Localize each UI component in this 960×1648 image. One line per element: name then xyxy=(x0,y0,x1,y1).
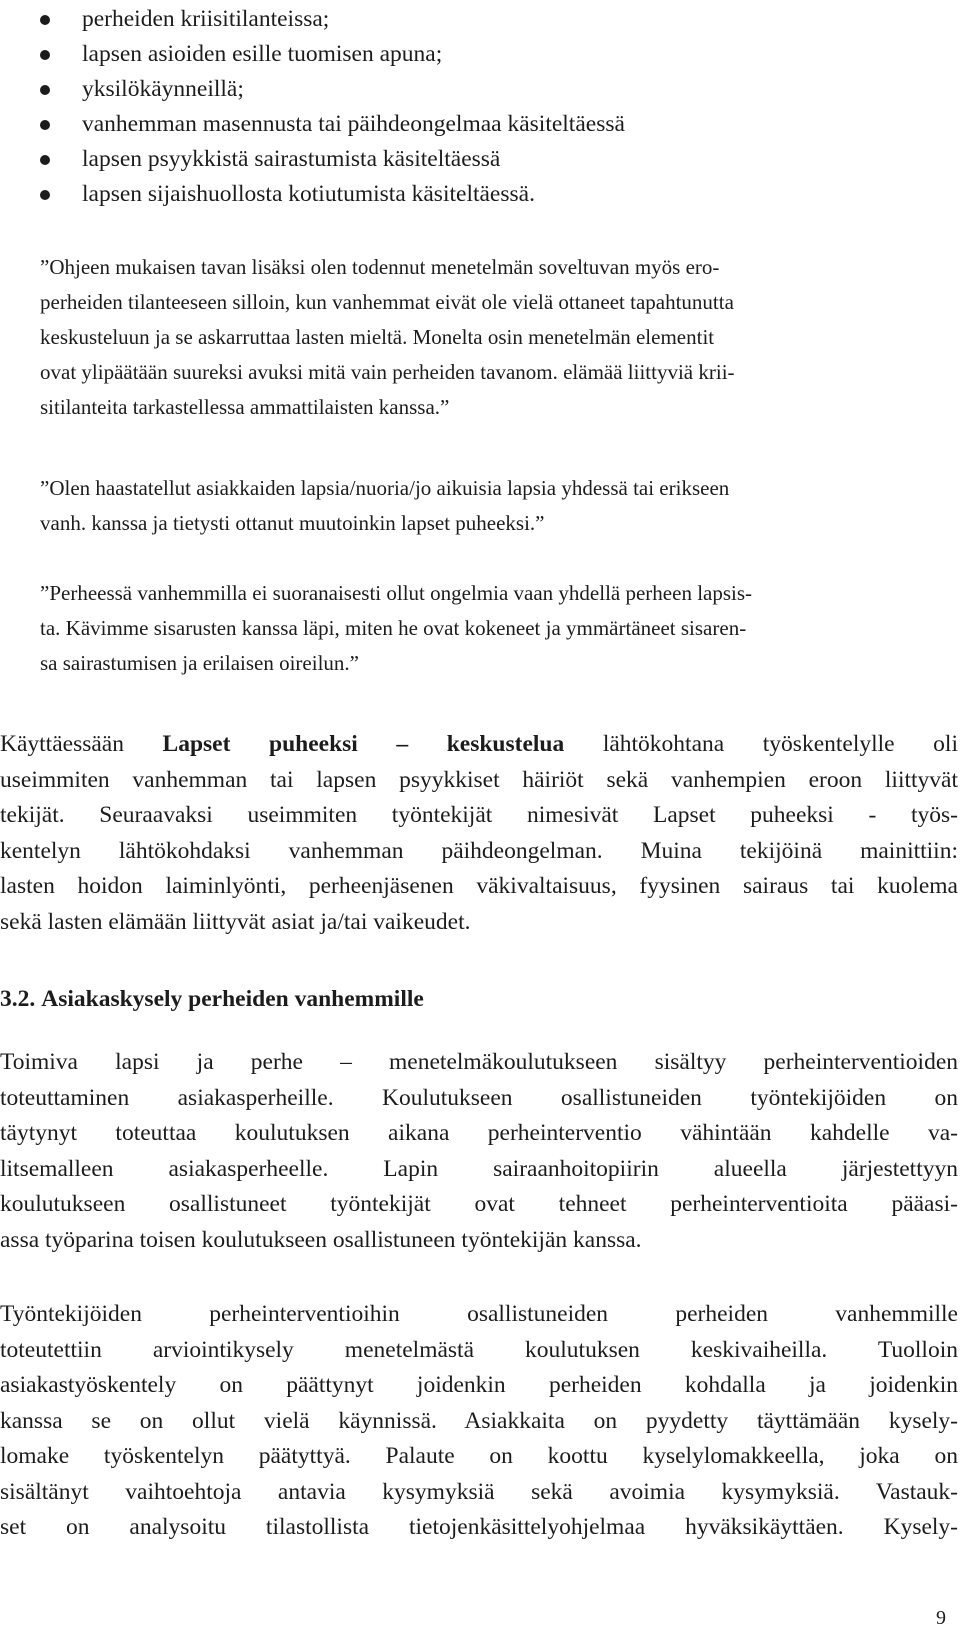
paragraph-line: Toimiva lapsi ja perhe – menetelmäkoulutukseen sisältyy perheinterventioiden xyxy=(0,1049,958,1075)
bold-term: Lapset puheeksi – keskustelua xyxy=(162,731,565,757)
quote-line: ovat ylipäätään suureksi avuksi mitä vain perheiden tavanom. elämää liittyviä krii- xyxy=(40,360,735,384)
bullet-icon xyxy=(40,85,50,95)
section-number: 3.2. xyxy=(0,986,36,1012)
quote-block xyxy=(40,576,920,681)
paragraph-line: täytynyt toteuttaa koulutuksen aikana perheinterventio vähintään kahdelle va- xyxy=(0,1120,958,1146)
paragraph-line: koulutukseen osallistuneet työntekijät ovat tehneet perheinterventioita pääasi- xyxy=(0,1191,958,1217)
list-item: lapsen asioiden esille tuomisen apuna; xyxy=(0,37,960,72)
paragraph xyxy=(0,727,958,940)
list-item: perheiden kriisitilanteissa; xyxy=(0,2,960,37)
paragraph-line: lasten hoidon laiminlyönti, perheenjäsenen väkivaltaisuus, fyysinen sairaus tai kuolema xyxy=(0,873,958,899)
paragraph-line: tekijät. Seuraavaksi useimmiten työntekijät nimesivät Lapset puheeksi - työs- xyxy=(0,802,958,828)
paragraph-line: set on analysoitu tilastollista tietojenkäsittelyohjelmaa hyväksikäyttäen. Kysely- xyxy=(0,1514,958,1540)
paragraph xyxy=(0,1297,958,1546)
paragraph-line: sisältänyt vaihtoehtoja antavia kysymyksiä sekä avoimia kysymyksiä. Vastauk- xyxy=(0,1478,958,1505)
paragraph-line: kanssa se on ollut vielä käynnissä. Asiakkaita on pyydetty täyttämään kysely- xyxy=(0,1407,958,1434)
bullet-icon xyxy=(40,120,50,130)
paragraph-line: asiakastyöskentely on päättynyt joidenkin perheiden kohdalla ja joidenkin xyxy=(0,1372,958,1398)
section-title: Asiakaskysely perheiden vanhemmille xyxy=(41,986,424,1012)
list-item: lapsen sijaishuollosta kotiutumista käsiteltäessä. xyxy=(0,177,960,212)
quote-block xyxy=(40,471,920,541)
bullet-icon xyxy=(40,50,50,60)
list-item: lapsen psyykkistä sairastumista käsiteltäessä xyxy=(0,142,960,177)
bullet-icon xyxy=(40,15,50,25)
list-item: vanhemman masennusta tai päihdeongelmaa käsiteltäessä xyxy=(0,107,960,142)
quote-line: sitilanteita tarkastellessa ammattilaisten kanssa.” xyxy=(40,395,450,419)
paragraph-line: Työntekijöiden perheinterventioihin osallistuneiden perheiden vanhemmille xyxy=(0,1301,958,1327)
quote-line: sa sairastumisen ja erilaisen oireilun.” xyxy=(40,651,359,675)
paragraph-line: toteutettiin arviointikysely menetelmästä koulutuksen keskivaiheilla. Tuolloin xyxy=(0,1336,958,1363)
quote-line: ”Olen haastatellut asiakkaiden lapsia/nuoria/jo aikuisia lapsia yhdessä tai erikseen xyxy=(40,476,730,500)
quote-block xyxy=(40,250,920,425)
paragraph-line: assa työparina toisen koulutukseen osallistuneen työntekijän kanssa. xyxy=(0,1226,642,1253)
bullet-icon xyxy=(40,155,50,165)
paragraph xyxy=(0,1045,958,1258)
paragraph-line: useimmiten vanhemman tai lapsen psyykkiset häiriöt sekä vanhempien eroon liittyvät xyxy=(0,766,958,793)
paragraph-line: sekä lasten elämään liittyvät asiat ja/tai vaikeudet. xyxy=(0,908,471,935)
bullet-icon xyxy=(40,190,50,200)
list-item: yksilökäynneillä; xyxy=(0,72,960,107)
quote-line: keskusteluun ja se askarruttaa lasten mieltä. Monelta osin menetelmän elementit xyxy=(40,325,715,349)
paragraph-line: lomake työskentelyn päätyttyä. Palaute on koottu kyselylomakkeella, joka on xyxy=(0,1443,958,1469)
quote-line: ta. Kävimme sisarusten kanssa läpi, miten he ovat kokeneet ja ymmärtäneet sisaren- xyxy=(40,616,747,640)
paragraph-line: Käyttäessään Lapset puheeksi – keskustelua lähtökohtana työskentelylle oli xyxy=(0,731,958,757)
quote-line: ”Ohjeen mukaisen tavan lisäksi olen todennut menetelmän soveltuvan myös ero- xyxy=(40,255,720,279)
section-heading xyxy=(0,982,424,1017)
quote-line: vanh. kanssa ja tietysti ottanut muutoinkin lapset puheeksi.” xyxy=(40,511,545,535)
quote-line: ”Perheessä vanhemmilla ei suoranaisesti ollut ongelmia vaan yhdellä perheen lapsis- xyxy=(40,581,753,605)
page-number: 9 xyxy=(936,1607,946,1629)
paragraph-line: litsemalleen asiakasperheelle. Lapin sairaanhoitopiirin alueella järjestettyyn xyxy=(0,1155,958,1182)
quote-line: perheiden tilanteeseen silloin, kun vanhemmat eivät ole vielä ottaneet tapahtunutta xyxy=(40,290,734,314)
bullet-list xyxy=(0,2,960,212)
paragraph-line: toteuttaminen asiakasperheille. Koulutukseen osallistuneiden työntekijöiden on xyxy=(0,1084,958,1111)
paragraph-line: kentelyn lähtökohdaksi vanhemman päihdeongelman. Muina tekijöinä mainittiin: xyxy=(0,837,958,864)
